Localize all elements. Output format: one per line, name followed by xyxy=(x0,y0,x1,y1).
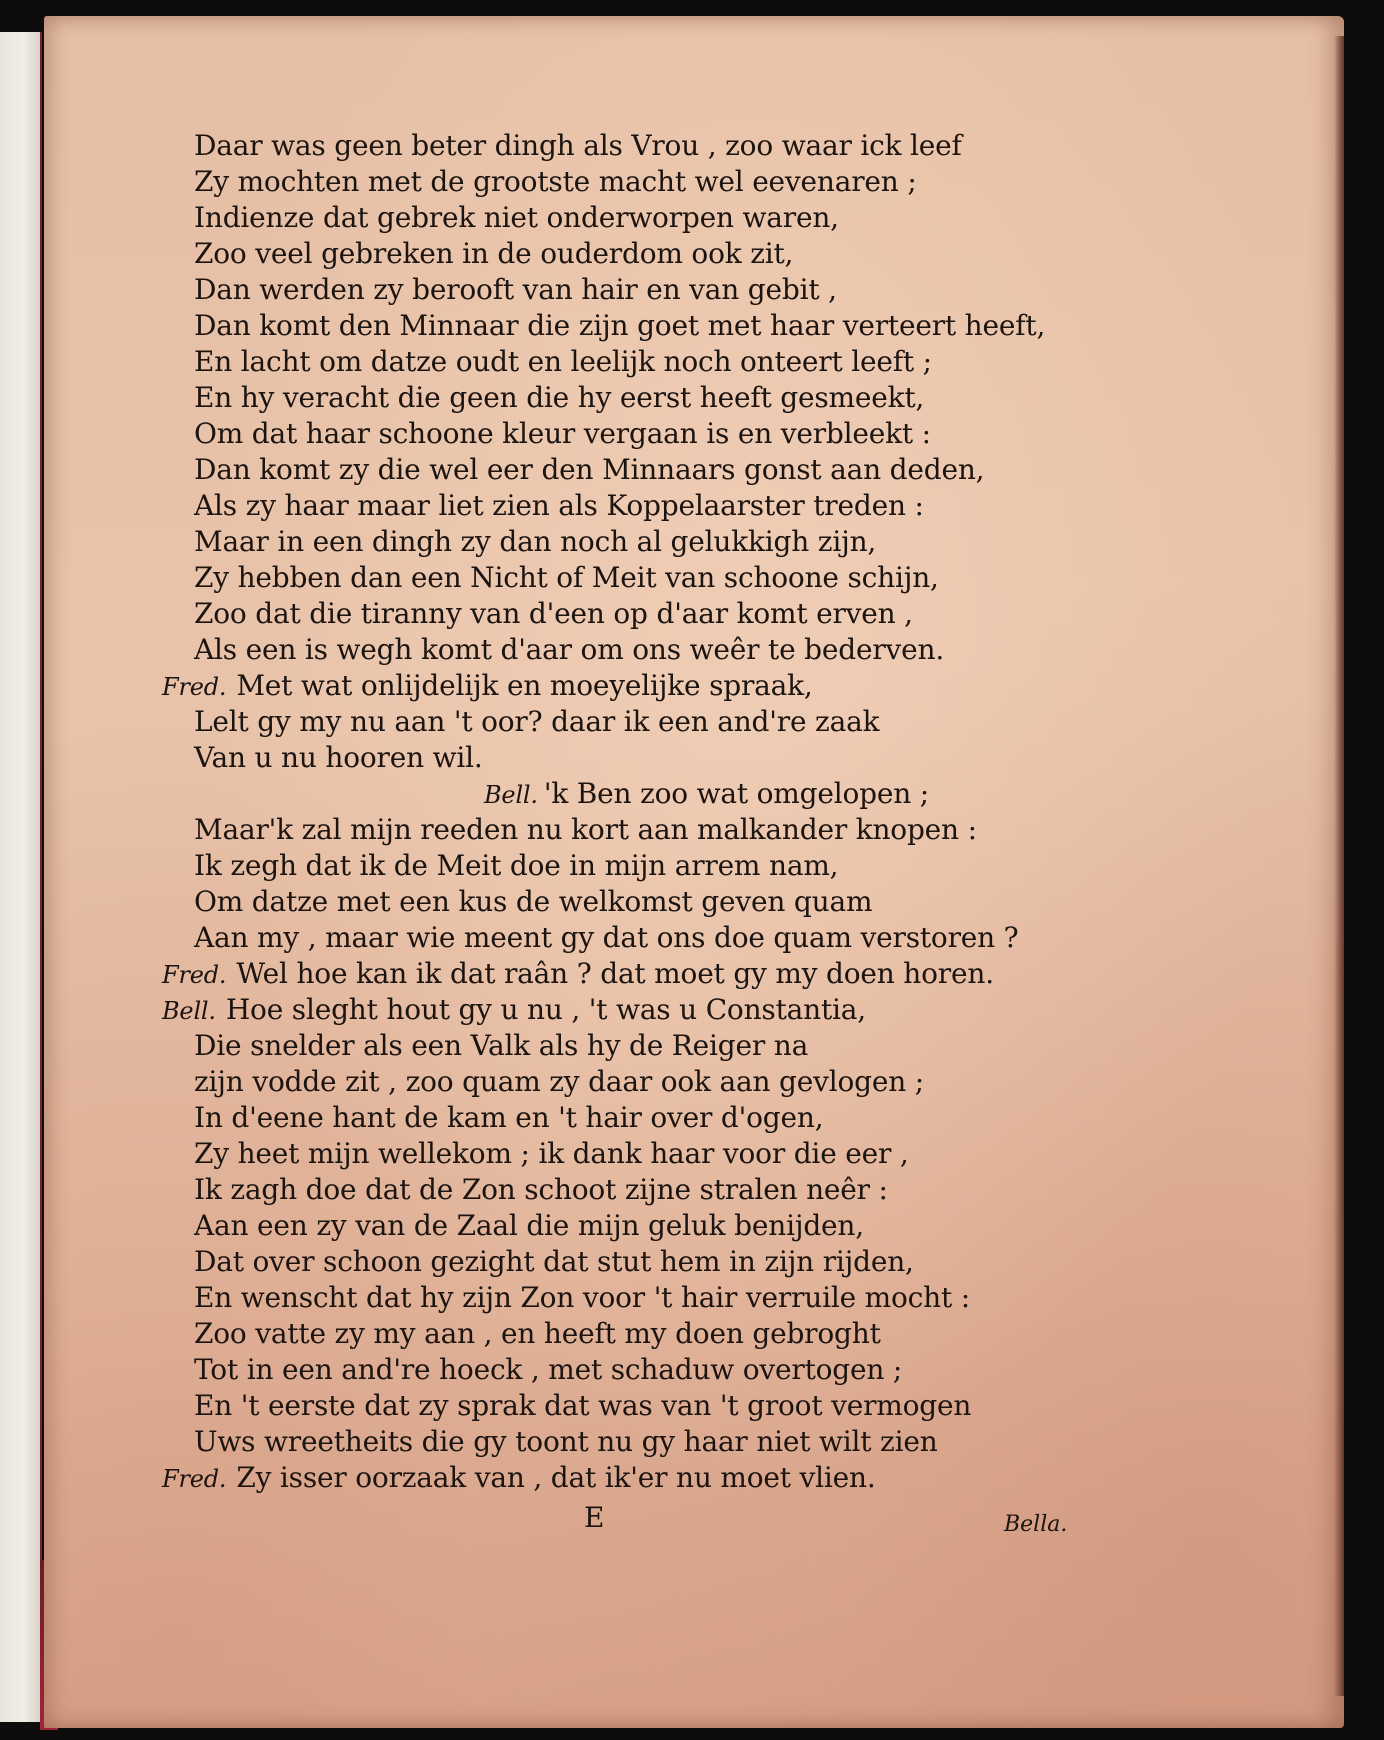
verse-line: En wenscht dat hy zijn Zon voor 't hair verruile mocht : xyxy=(194,1281,970,1314)
verse-line: Indienze dat gebrek niet onderworpen waren, xyxy=(194,201,839,234)
dialogue-text: Wel hoe kan ik dat raân ? dat moet gy my doen horen. xyxy=(236,957,994,990)
dialogue-line xyxy=(162,992,866,1029)
facing-page-edge xyxy=(0,32,42,1722)
verse-line: Uws wreetheits die gy toont nu gy haar niet wilt zien xyxy=(194,1425,938,1458)
dialogue-line xyxy=(162,668,813,705)
verse-line: Aan my , maar wie meent gy dat ons doe quam verstoren ? xyxy=(194,921,1019,954)
speaker-label: Bell. xyxy=(484,781,538,809)
speaker-label: Fred. xyxy=(162,1465,227,1493)
verse-line: Daar was geen beter dingh als Vrou , zoo waar ick leef xyxy=(194,129,962,162)
verse-line: Dan komt zy die wel eer den Minnaars gonst aan deden, xyxy=(194,453,985,486)
dialogue-line xyxy=(162,1460,876,1497)
verse-line: Tot in een and're hoeck , met schaduw overtogen ; xyxy=(194,1353,903,1386)
verse-line: Zoo veel gebreken in de ouderdom ook zit, xyxy=(194,237,794,270)
verse-line: En 't eerste dat zy sprak dat was van 't groot vermogen xyxy=(194,1389,972,1422)
verse-line: Zy hebben dan een Nicht of Meit van schoone schijn, xyxy=(194,561,939,594)
verse-line: Zy mochten met de grootste macht wel eevenaren ; xyxy=(194,165,917,198)
speaker-label: Fred. xyxy=(162,961,227,989)
dialogue-text: 'k Ben zoo wat omgelopen ; xyxy=(543,777,930,810)
verse-line: Als zy haar maar liet zien als Koppelaarster treden : xyxy=(194,489,924,522)
dialogue-line: Lelt gy my nu aan 't oor? daar ik een and're zaak xyxy=(194,705,880,738)
verse-line: Die snelder als een Valk als hy de Reiger na xyxy=(194,1029,809,1062)
dialogue-line xyxy=(162,956,994,993)
verse-line: En hy veracht die geen die hy eerst heeft gesmeekt, xyxy=(194,381,925,414)
dialogue-text: Met wat onlijdelijk en moeyelijke spraak, xyxy=(236,669,813,702)
verse-line: Dan werden zy berooft van hair en van gebit , xyxy=(194,273,837,306)
verse-line: En lacht om datze oudt en leelijk noch onteert leeft ; xyxy=(194,345,932,378)
verse-line: zijn vodde zit , zoo quam zy daar ook aan gevlogen ; xyxy=(194,1065,925,1098)
speaker-label: Bell. xyxy=(162,997,216,1025)
verse-line: Zy heet mijn wellekom ; ik dank haar voor die eer , xyxy=(194,1137,909,1170)
dialogue-text: Zy isser oorzaak van , dat ik'er nu moet vlien. xyxy=(236,1461,876,1494)
verse-line: Dat over schoon gezight dat stut hem in zijn rijden, xyxy=(194,1245,914,1278)
dialogue-line: Van u nu hooren wil. xyxy=(194,741,483,774)
verse-line: Om datze met een kus de welkomst geven quam xyxy=(194,885,873,918)
verse-line: Dan komt den Minnaar die zijn goet met haar verteert heeft, xyxy=(194,309,1046,342)
verse-line: Maar'k zal mijn reeden nu kort aan malkander knopen : xyxy=(194,813,977,846)
verse-line: Aan een zy van de Zaal die mijn geluk benijden, xyxy=(194,1209,864,1242)
page-text xyxy=(44,16,1344,1728)
verse-line: Ik zegh dat ik de Meit doe in mijn arrem nam, xyxy=(194,849,839,882)
speaker-label: Fred. xyxy=(162,673,227,701)
verse-line: Zoo dat die tiranny van d'een op d'aar komt erven , xyxy=(194,597,913,630)
book-page xyxy=(44,16,1344,1728)
catchword: Bella. xyxy=(1004,1512,1068,1537)
verse-line: Als een is wegh komt d'aar om ons weêr te bederven. xyxy=(194,633,945,666)
verse-line: In d'eene hant de kam en 't hair over d'ogen, xyxy=(194,1101,824,1134)
dialogue-line xyxy=(484,776,929,813)
signature-mark: E xyxy=(584,1501,605,1534)
verse-line: Om dat haar schoone kleur vergaan is en verbleekt : xyxy=(194,417,931,450)
verse-line: Ik zagh doe dat de Zon schoot zijne stralen neêr : xyxy=(194,1173,888,1206)
verse-line: Zoo vatte zy my aan , en heeft my doen gebroght xyxy=(194,1317,881,1350)
verse-line: Maar in een dingh zy dan noch al gelukkigh zijn, xyxy=(194,525,877,558)
dialogue-text: Hoe sleght hout gy u nu , 't was u Constantia, xyxy=(225,993,866,1026)
